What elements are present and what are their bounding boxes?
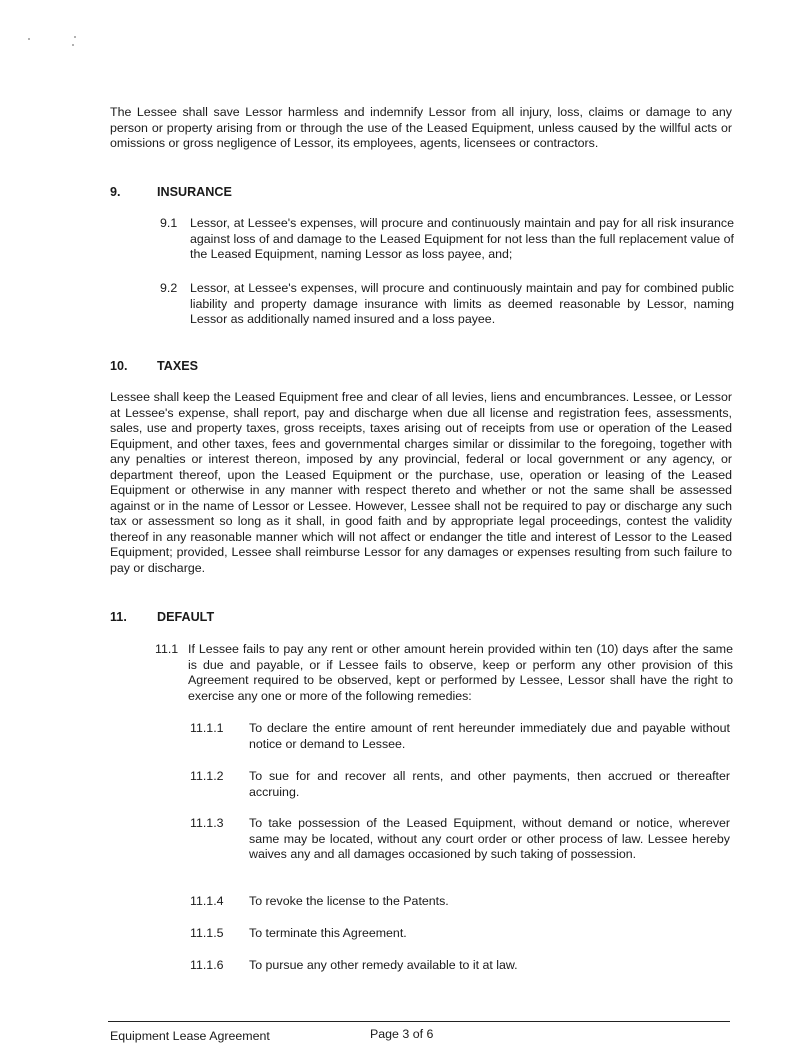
remedy-item [190,721,730,752]
clause-text: If Lessee fails to pay any rent or other amount herein provided within ten (10) days after the same is due and payable, or if Lessee fails to observe, keep or perform any other provision of this Agreement required to be observed, kept or performed by Lessee, Lessor shall have the right to exercise any one or more of the following remedies: [188,642,733,703]
remedy-text: To terminate this Agreement. [249,926,407,940]
remedy-number: 11.1.5 [190,926,224,940]
footer-page-number: Page 3 of 6 [370,1027,434,1041]
scan-speck [28,38,30,40]
section-heading-insurance [110,185,232,201]
section-title: INSURANCE [157,185,232,199]
clause-text: Lessor, at Lessee's expenses, will procure and continuously maintain and pay for all risk insurance against loss of and damage to the Leased Equipment for not less than the full replacement value of the Leased Equipment, naming Lessor as loss payee, and; [190,216,734,261]
remedy-text: To declare the entire amount of rent hereunder immediately due and payable without notice or demand to Lessee. [249,721,730,751]
section-title: TAXES [157,359,199,373]
clause-text: Lessor, at Lessee's expenses, will procure and continuously maintain and pay for combined public liability and property damage insurance with limits as deemed reasonable by Lessor, naming Lessor as additionally named insured and a loss payee. [190,281,734,326]
section-number: 11. [110,610,127,624]
remedy-text: To take possession of the Leased Equipment, without demand or notice, wherever same may be located, without any court order or other process of law. Lessee hereby waives any and all damages occasioned by such taking of possession. [249,816,730,861]
footer-document-title: Equipment Lease Agreement [110,1029,270,1043]
remedy-item [190,769,730,800]
section-number: 9. [110,185,121,199]
clause-number: 11.1 [155,642,179,656]
remedy-number: 11.1.6 [190,958,224,972]
scan-speck [72,44,74,46]
clause-9-1 [160,216,734,263]
remedy-number: 11.1.4 [190,894,224,908]
indemnity-paragraph: The Lessee shall save Lessor harmless and indemnify Lessor from all injury, loss, claims or damage to any person or property arising from or through the use of the Leased Equipment, unless caused by the willful acts or omissions or gross negligence of Lessor, its employees, agents, licensees or contractors. [110,105,732,150]
remedy-number: 11.1.3 [190,816,224,830]
remedy-number: 11.1.1 [190,721,224,735]
remedy-text: To revoke the license to the Patents. [249,894,449,908]
clause-number: 9.1 [160,216,178,230]
remedy-item [190,926,730,942]
remedy-item [190,816,730,863]
footer-divider [108,1021,730,1022]
taxes-paragraph: Lessee shall keep the Leased Equipment free and clear of all levies, liens and encumbrances. Lessee, or Lessor at Lessee's expense, shall report, pay and discharge when due all license and registration fees, assessments, sales, use and property taxes, gross receipts, taxes arising out of receipts from use or operation of the Leased Equipment, and other taxes, fees and governmental charges similar or dissimilar to the foregoing, together with any penalties or interest thereon, imposed by any provincial, federal or local government or any agency, or department thereof, upon the Leased Equipment or the purchase, use, operation or leasing of the Leased Equipment or otherwise in any manner with respect thereto and whether or not the same shall be assessed against or in the name of Lessor or Lessee. However, Lessee shall not be required to pay or discharge any such tax or assessment so long as it shall, in good faith and by appropriate legal proceedings, contest the validity thereof in any reasonable manner which will not affect or endanger the title and interest of Lessor to the Leased Equipment; provided, Lessee shall reimburse Lessor for any damages or expenses resulting from such failure to pay or discharge. [110,390,732,575]
section-number: 10. [110,359,128,373]
remedy-text: To sue for and recover all rents, and other payments, then accrued or thereafter accruing. [249,769,730,799]
clause-11-1 [155,642,733,704]
remedy-text: To pursue any other remedy available to it at law. [249,958,518,972]
section-heading-taxes [110,359,198,375]
remedy-item [190,894,730,910]
section-heading-default [110,610,214,626]
remedy-item [190,958,730,974]
scan-speck [74,36,76,38]
clause-9-2 [160,281,734,328]
remedy-number: 11.1.2 [190,769,224,783]
section-title: DEFAULT [157,610,215,624]
clause-number: 9.2 [160,281,178,295]
